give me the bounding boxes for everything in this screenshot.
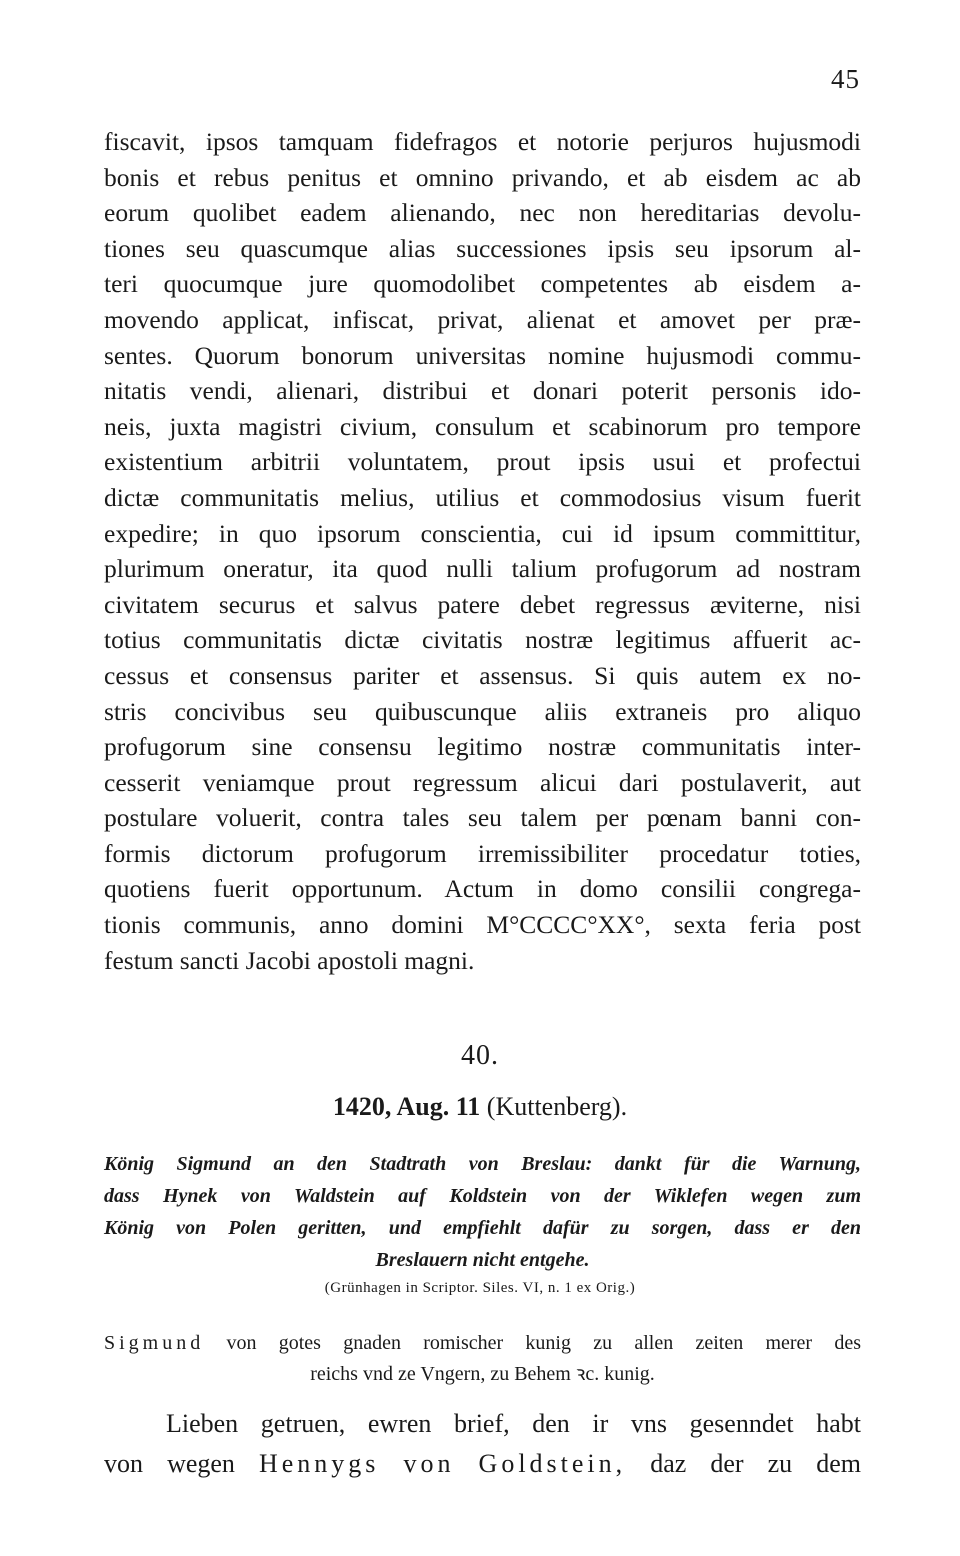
paragraph-line: cessus et consensus pariter et assensus. Si quis autem ex no- [104,660,861,690]
document-number: 40. [461,1040,499,1071]
paragraph-line: quotiens fuerit opportunum. Actum in domo consilii congrega- [104,874,861,904]
document-place: (Kuttenberg). [486,1092,628,1121]
salutation-line [104,1328,861,1359]
salutation-line: reichs vnd ze Vngern, zu Behem ꝛc. kunig. [310,1363,655,1385]
paragraph-line: dictæ communitatis melius, utilius et commodosius visum fuerit [104,482,861,512]
paragraph-line: expedire; in quo ipsorum conscientia, cui id ipsum committitur, [104,518,861,548]
letter-line: Lieben getruen, ewren brief, den ir vns gesenndet habt [166,1409,861,1438]
regest-line: Breslauern nicht entgehe. [375,1249,590,1271]
regest-line: dass Hynek von Waldstein auf Koldstein von der Wiklefen wegen zum [104,1185,861,1207]
paragraph-line: tiones seu quascumque alias successiones ipsis seu ipsorum al- [104,233,861,263]
name-goldstein: Goldstein, [478,1449,627,1478]
paragraph-line: plurimum oneratur, ita quod nulli talium profugorum ad nostram [104,554,861,584]
paragraph-line: totius communitatis dictæ civitatis nostræ legitimus affuerit ac- [104,625,861,655]
document-date [0,1092,960,1122]
regest-summary [104,1148,861,1276]
paragraph-line: fiscavit, ipsos tamquam fidefragos et notorie perjuros hujusmodi [104,127,861,156]
page-number: 45 [831,64,860,94]
continued-paragraph [104,124,861,978]
salutation [104,1328,861,1390]
paragraph-line: tionis communis, anno domini M°CCCC°XX°, sexta feria post [104,910,861,940]
letter-line2-mid: von [403,1449,455,1478]
paragraph-line: teri quocumque jure quomodolibet competentes ab eisdem a- [104,269,861,299]
paragraph-line: neis, juxta magistri civium, consulum et scabinorum pro tempore [104,411,861,441]
paragraph-line: postulare voluerit, contra tales seu talem per pœnam banni con- [104,803,861,833]
document-date-bold: 1420, Aug. 11 [332,1092,481,1121]
paragraph-line: festum sancti Jacobi apostoli magni. [104,945,475,975]
paragraph-line: formis dictorum profugorum irremissibiliter procedatur toties, [104,838,861,868]
paragraph-line: stris concivibus seu quibuscunque aliis extraneis pro aliquo [104,696,861,726]
letter-body [104,1404,861,1484]
regest-line: König Sigmund an den Stadtrath von Breslau: dankt für die Warnung, [104,1153,861,1175]
letter-line2-start: von wegen [104,1449,235,1478]
paragraph-line: eorum quolibet eadem alienando, nec non hereditarias devolu- [104,198,861,228]
source-citation: (Grünhagen in Scriptor. Siles. VI, n. 1 ex Orig.) [324,1280,636,1296]
paragraph-line: profugorum sine consensu legitimo nostræ communitatis inter- [104,732,861,762]
letter-line [104,1444,861,1484]
regest-line: König von Polen geritten, und empfiehlt dafür zu sorgen, dass er den [104,1217,861,1239]
paragraph-line: sentes. Quorum bonorum universitas nomine hujusmodi commu- [104,340,861,370]
paragraph-line: existentium arbitrii voluntatem, prout ipsis usui et profectui [104,447,861,477]
letter-line2-end: daz der zu dem [650,1449,861,1478]
paragraph-line: movendo applicat, infiscat, privat, alienat et amovet per præ- [104,304,861,334]
paragraph-line: civitatem securus et salvus patere debet regressus æviterne, nisi [104,589,861,619]
paragraph-line: nitatis vendi, alienari, distribui et donari poterit personis ido- [104,376,861,406]
salutation-line1-rest: von gotes gnaden romischer kunig zu allen zeiten merer des [226,1332,861,1354]
salutation-name: Sigmund [104,1332,205,1354]
paragraph-line: bonis et rebus penitus et omnino privando, et ab eisdem ac ab [104,162,861,192]
name-hennygs: Hennygs [258,1449,380,1478]
paragraph-line: cesserit veniamque prout regressum alicui dari postulaverit, aut [104,767,861,797]
